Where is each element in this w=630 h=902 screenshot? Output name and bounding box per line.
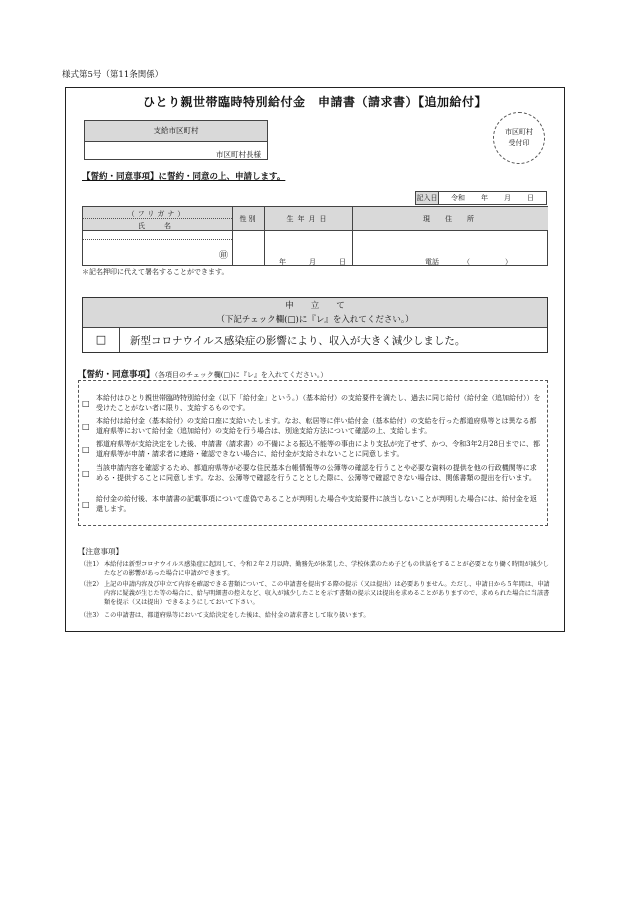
consent-item-text: 都道府県等が支給決定をした後、申請書（請求書）の不備による振込不能等の事由により支払が完了せず、かつ、令和3年2月28日までに、都道府県等が申請・請求者に連絡・確認できない場合に、給付金が支給されないことに同意します。 (96, 440, 540, 458)
gender-header: 性別 (233, 207, 265, 231)
name-label: 氏 名 (138, 222, 177, 230)
consent-item (82, 495, 541, 514)
furigana-divider (83, 218, 232, 219)
address-input-cell[interactable] (353, 231, 548, 266)
entry-date-field[interactable] (439, 192, 546, 204)
form-number-label: 様式第5号（第11条関係） (62, 70, 164, 80)
birthdate-header: 生年月日 (265, 207, 353, 231)
note-text: この申請書は、都道府県等において支給決定をした後は、給付金の請求書として取り扱います。 (104, 612, 370, 619)
name-input-cell[interactable] (83, 231, 233, 266)
name-header (83, 207, 233, 231)
consent-item (82, 394, 541, 413)
consent-item-text: 本給付は給付金（基本給付）の支給口座に支給いたします。なお、転居等に伴い給付金（基本給付）の支給を行った都道府県等とは異なる都道府県等において給付金（追加給付）の支給を行う場合は、別途支給方法について確認の上、支給します。 (96, 417, 537, 435)
date-month: 月 (504, 194, 511, 202)
furigana-label: （フリガナ） (127, 210, 188, 218)
form-frame (65, 87, 565, 632)
consent-items-box (78, 380, 548, 526)
note-label: （注2） (80, 581, 103, 588)
consent-section-note: （各項目のチェック欄(□)に『レ』を入れてください。） (154, 371, 328, 379)
applicant-info-table (82, 206, 548, 266)
consent-item-text: 本給付はひとり親世帯臨時特別給付金（以下「給付金」という。）（基本給付）の支給要件を満たし、過去に同じ給付（給付金（追加給付））を受けたことがない者に限り、支給するものです。 (96, 394, 541, 412)
birth-day-label: 日 (339, 258, 346, 266)
birth-year-label: 年 (279, 258, 286, 266)
declaration-text: 新型コロナウイルス感染症の影響により、収入が大きく減少しました。 (130, 334, 466, 347)
consent-heading: 【誓約・同意事項】に誓約・同意の上、申請します。 (82, 172, 286, 182)
consent-item-text: 当該申請内容を確認するため、都道府県等が必要な住民基本台帳情報等の公簿等の確認を行うことや必要な資料の提供を他の行政機関等に求める・提供することに同意します。なお、公簿等で確認を行うこととした際に、公簿等で確認できない場合は、関係書類の提出を行います。 (96, 464, 537, 482)
phone-label: 電話 (425, 258, 439, 266)
address-header: 現 住 所 (353, 207, 548, 231)
consent-checkbox[interactable]: □ (82, 444, 90, 454)
date-day: 日 (527, 194, 534, 202)
gender-input-cell[interactable] (233, 231, 265, 266)
note-item (80, 611, 550, 620)
page-title: ひとり親世帯臨時特別給付金 申請書（請求書）【追加給付】 (142, 95, 487, 109)
note-item (80, 560, 550, 578)
signature-note: ＊記名押印に代えて署名することができます。 (82, 268, 229, 276)
municipality-label: 支給市区町村 (85, 121, 267, 142)
consent-item (82, 464, 541, 483)
seal-line-1: 市区町村 (505, 128, 533, 136)
personal-seal-mark: ㊞ (218, 251, 228, 261)
note-item (80, 580, 550, 607)
date-year: 年 (481, 194, 488, 202)
consent-checkbox[interactable]: □ (82, 421, 90, 431)
note-label: （注1） (80, 561, 103, 568)
phone-parens: （ ） (463, 258, 512, 266)
consent-section-heading (78, 368, 327, 380)
consent-checkbox[interactable]: □ (82, 398, 90, 408)
consent-section-title: 【誓約・同意事項】 (78, 370, 155, 380)
declaration-box (82, 297, 548, 353)
reception-seal-circle (493, 112, 545, 164)
notes-heading: 【注意事項】 (78, 547, 123, 556)
entry-date-label: 記入日 (416, 194, 438, 202)
birth-month-label: 月 (309, 258, 316, 266)
consent-checkbox[interactable]: □ (82, 499, 90, 509)
mayor-label: 市区町村長様 (216, 150, 261, 159)
declaration-row (83, 328, 547, 352)
note-text: 本給付は新型コロナウイルス感染症に起因して、令和２年２月以降、勤務先が休業した、学校休業のため子どもの世話をすることが必要となり働く時間が減少したなどの影響があった場合に申請ができます。 (104, 561, 549, 577)
entry-date-box (415, 191, 547, 205)
consent-item (82, 417, 541, 436)
note-label: （注3） (80, 612, 103, 619)
consent-item-text: 給付金の給付後、本申請書の記載事項について虚偽であることが判明した場合や支給要件に該当しないことが判明した場合には、給付金を返還します。 (96, 495, 537, 513)
furigana-input-divider (83, 239, 232, 240)
declaration-title: 申 立 て (285, 301, 345, 311)
declaration-instruction: （下記チェック欄(□)に『レ』を入れてください。） (216, 315, 414, 325)
note-text: 上記の申請内容及び申立て内容を確認できる書類について、この申請書を提出する際の提示（又は提出）は必要ありません。ただし、申請日から５年間は、申請内容に疑義が生じた等の場合に、給与明細書の控えなど、収入が減少したことを示す書類の提示又は提出を求めることがありますので、求められた場合に当該書類を提示（又は提出）できるようにしておいて下さい。 (104, 581, 550, 606)
seal-line-2: 受付印 (508, 139, 530, 147)
declaration-header (83, 298, 547, 328)
municipality-address-box (84, 120, 268, 160)
birthdate-input-cell[interactable] (265, 231, 353, 266)
consent-checkbox[interactable]: □ (82, 468, 90, 478)
declaration-checkbox[interactable]: □ (83, 328, 120, 352)
consent-item (82, 440, 541, 459)
date-era: 令和 (451, 194, 465, 202)
